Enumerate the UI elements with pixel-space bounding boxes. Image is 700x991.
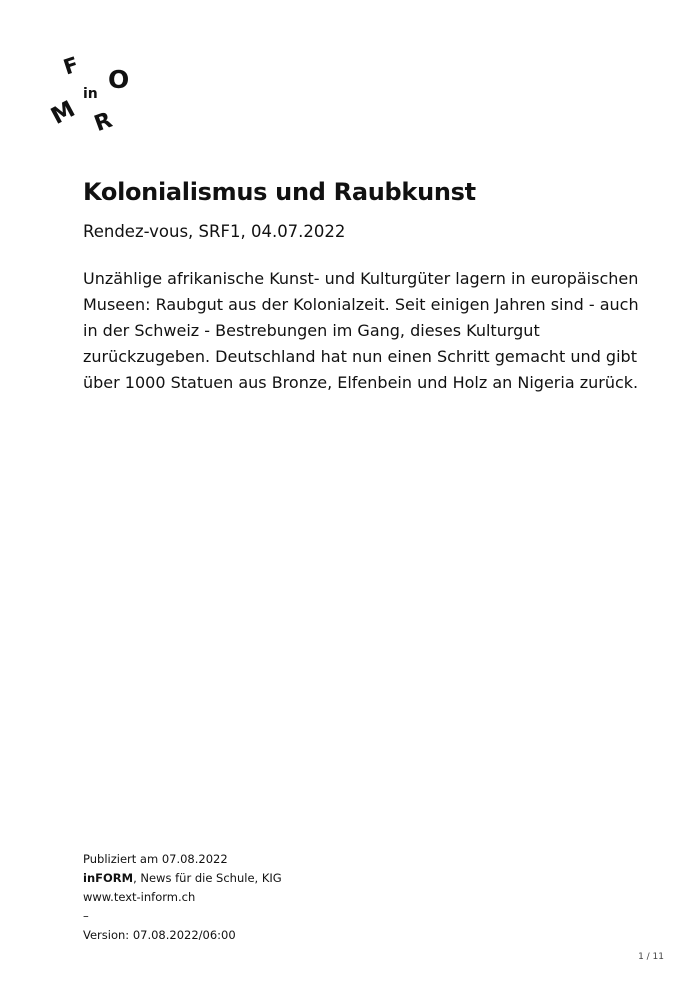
brand-line: [83, 869, 282, 888]
website-link[interactable]: www.text-inform.ch: [83, 890, 196, 904]
body-line: in der Schweiz - Bestrebungen im Gang, dieses Kulturgut: [83, 321, 540, 340]
brand-suffix: , News für die Schule, KIG: [133, 871, 282, 885]
logo-letter-m: M: [47, 96, 80, 130]
article-source: Rendez-vous, SRF1, 04.07.2022: [83, 222, 346, 241]
published-date: Publiziert am 07.08.2022: [83, 852, 228, 866]
body-line: zurückzugeben. Deutschland hat nun einen Schritt gemacht und gibt: [83, 347, 637, 366]
logo-letter-in: in: [83, 86, 98, 102]
version-info: Version: 07.08.2022/06:00: [83, 928, 236, 942]
article-title: Kolonialismus und Raubkunst: [83, 178, 476, 206]
brand-name: inFORM: [83, 871, 134, 885]
logo-letter-o: O: [108, 65, 130, 94]
body-line: über 1000 Statuen aus Bronze, Elfenbein und Holz an Nigeria zurück.: [83, 373, 639, 392]
body-line: Unzählige afrikanische Kunst- und Kulturgüter lagern in europäischen: [83, 269, 639, 288]
logo-letter-r: R: [91, 107, 116, 138]
body-line: Museen: Raubgut aus der Kolonialzeit. Seit einigen Jahren sind - auch: [83, 295, 639, 314]
logo-letter-f: F: [60, 52, 82, 80]
footer-separator: –: [83, 909, 89, 923]
page-number: 1 / 11: [638, 952, 664, 962]
article-body: [83, 266, 639, 396]
inform-logo: [47, 52, 140, 142]
footer: [83, 850, 282, 945]
